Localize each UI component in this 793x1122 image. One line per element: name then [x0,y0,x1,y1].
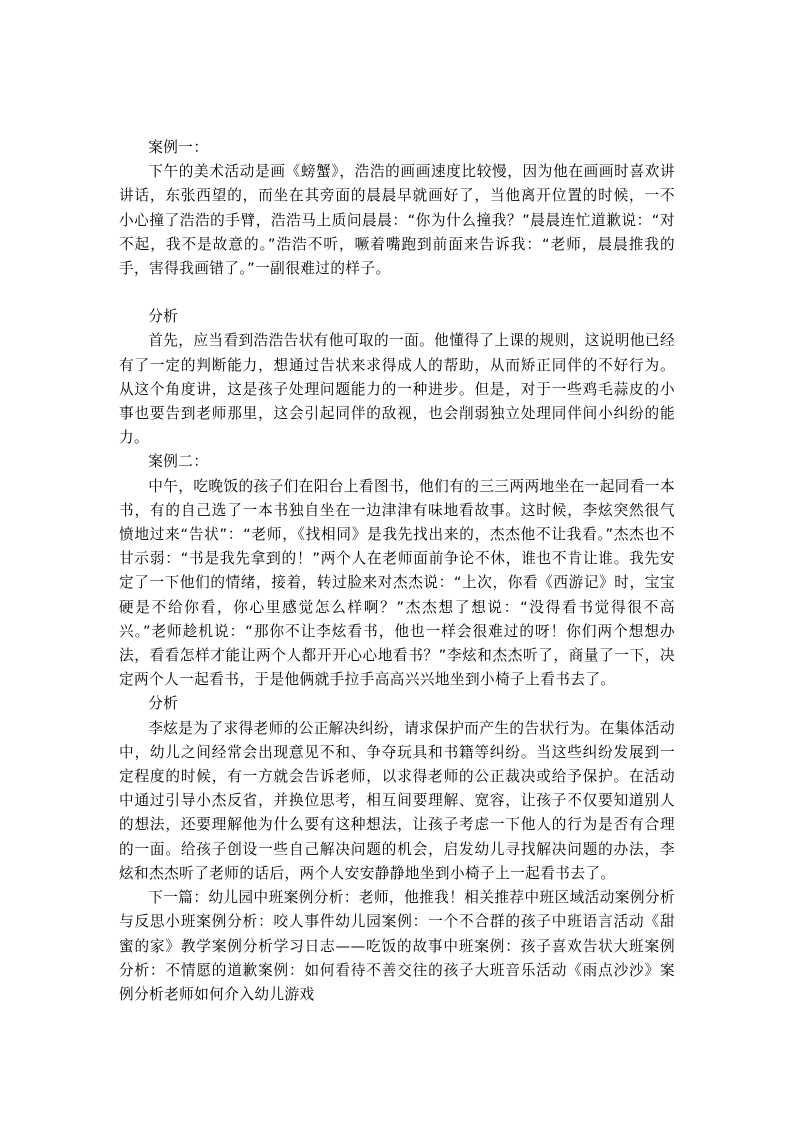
case1-paragraph: 下午的美术活动是画《螃蟹》，浩浩的画画速度比较慢，因为他在画画时喜欢讲讲话，东张西望的，而坐在其旁面的晨晨早就画好了，当他离开位置的时候，一不小心撞了浩浩的手臂，浩浩马上质问晨晨：“你为什么撞我？”晨晨连忙道歉说：“对不起，我不是故意的。”浩浩不听，噘着嘴跑到前面来告诉我：“老师，晨晨推我的手，害得我画错了。”一副很难过的样子。 [119,163,675,278]
case2-paragraph: 中午，吃晚饭的孩子们在阳台上看图书，他们有的三三两两地坐在一起同看一本书，有的自己选了一本书独自坐在一边津津有味地看故事。这时候，李炫突然很气愤地过来“告状”：“老师，《找相同》是我先找出来的，杰杰他不让我看。”杰杰也不甘示弱：“书是我先拿到的！”两个人在老师面前争论不休，谁也不肯让谁。我先安定了一下他们的情绪，接着，转过脸来对杰杰说：“上次，你看《西游记》时，宝宝硬是不给你看，你心里感觉怎么样啊？”杰杰想了想说：“没得看书觉得很不高兴。”老师趁机说：“那你不让李炫看书，他也一样会很难过的呀！你们两个想想办法，看看怎样才能让两个人都开开心心地看书？”李炫和杰杰听了，商量了一下，决定两个人一起看书，于是他俩就手拉手高高兴兴地坐到小椅子上看书去了。 [119,477,675,689]
blank-line [119,281,675,305]
case1-heading: 案例一： [148,139,209,156]
analysis1-heading: 分析 [148,308,179,326]
analysis2-heading: 分析 [148,695,179,713]
analysis2-paragraph: 李炫是为了求得老师的公正解决纠纷，请求保护而产生的告状行为。在集体活动中，幼儿之间经常会出现意见不和、争夺玩具和书籍等纠纷。当这些纠纷发展到一定程度的时候，有一方就会告诉老师，以求得老师的公正裁决或给予保护。在活动中通过引导小杰反省，并换位思考，相互间要理解、宽容，让孩子不仅要知道别人的想法，还要理解他为什么要有这种想法，让孩子考虑一下他人的行为是否有合理的一面。给孩子创设一些自己解决问题的机会，启发幼儿寻找解决问题的办法，李炫和杰杰听了老师的话后，两个人安安静静地坐到小椅子上一起看书去了。 [119,719,675,882]
related-articles-paragraph: 下一篇：幼儿园中班案例分析：老师，他推我！相关推荐中班区域活动案例分析与反思小班案例分析：咬人事件幼儿园案例：一个不合群的孩子中班语言活动《甜蜜的家》教学案例分析学习日志——吃饭的故事中班案例：孩子喜欢告状大班案例分析：不情愿的道歉案例：如何看待不善交往的孩子大班音乐活动《雨点沙沙》案例分析老师如何介入幼儿游戏 [119,889,675,1003]
article-body [119,136,675,1007]
case2-heading: 案例二： [148,453,209,471]
analysis1-paragraph: 首先，应当看到浩浩告状有他可取的一面。他懂得了上课的规则，这说明他已经有了一定的判断能力，想通过告状来求得成人的帮助，从而矫正同伴的不好行为。从这个角度讲，这是孩子处理问题能力的一种进步。但是，对于一些鸡毛蒜皮的小事也要告到老师那里，这会引起同伴的敌视，也会削弱独立处理同伴间小纠纷的能力。 [119,332,675,447]
